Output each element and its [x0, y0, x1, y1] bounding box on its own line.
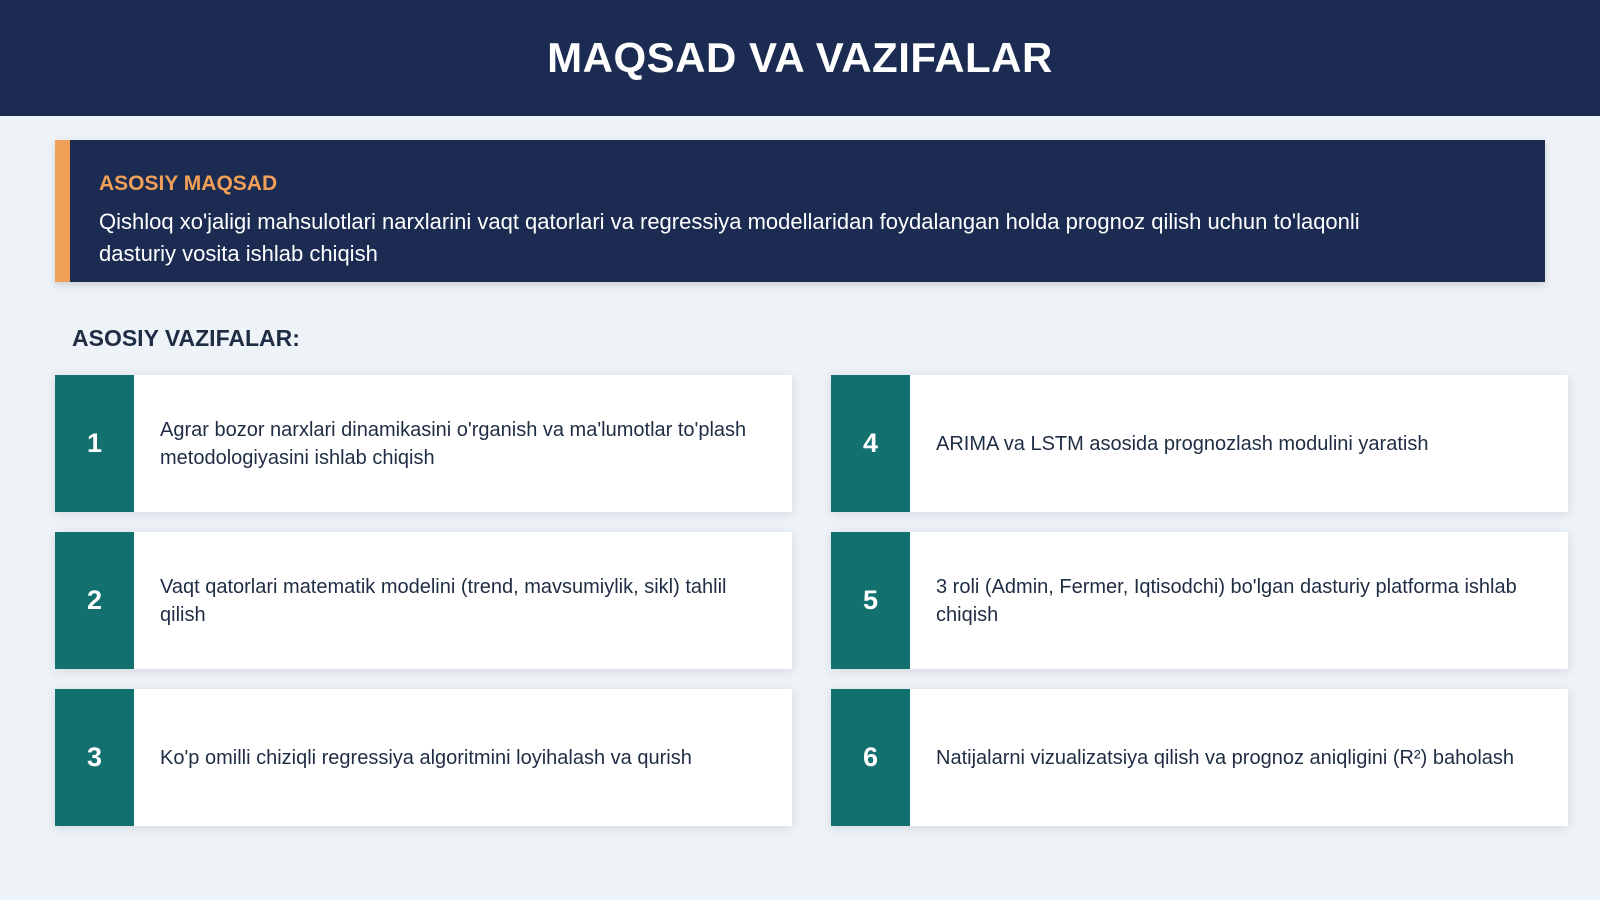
main-goal-text: Qishloq xo'jaligi mahsulotlari narxlarini vaqt qatorlari va regressiya modellaridan foydalangan holda prognoz qilish uchun to'laqonli dasturiy vosita ishlab chiqish — [99, 209, 1360, 266]
page-header — [0, 0, 1600, 116]
task-text: Ko'p omilli chiziqli regressiya algoritmini loyihalash va qurish — [160, 746, 692, 769]
task-card-4 — [831, 375, 1568, 512]
task-card-5 — [831, 532, 1568, 669]
task-card-6 — [831, 689, 1568, 826]
page-title: MAQSAD VA VAZIFALAR — [547, 34, 1053, 81]
task-text: Agrar bozor narxlari dinamikasini o'rganish va ma'lumotlar to'plash metodologiyasini ishlab chiqish — [160, 418, 747, 469]
tasks-heading: ASOSIY VAZIFALAR: — [72, 325, 300, 351]
task-number: 1 — [55, 375, 134, 512]
task-number: 3 — [55, 689, 134, 826]
task-number: 6 — [831, 689, 910, 826]
task-text: Natijalarni vizualizatsiya qilish va prognoz aniqligini (R²) baholash — [936, 746, 1515, 769]
task-text: ARIMA va LSTM asosida prognozlash modulini yaratish — [936, 432, 1429, 455]
task-card-3 — [55, 689, 792, 826]
task-card-2 — [55, 532, 792, 669]
task-number: 2 — [55, 532, 134, 669]
main-goal-box — [55, 140, 1545, 282]
task-text: 3 roli (Admin, Fermer, Iqtisodchi) bo'lgan dasturiy platforma ishlab chiqish — [936, 575, 1517, 626]
task-text: Vaqt qatorlari matematik modelini (trend, mavsumiylik, sikl) tahlil qilish — [160, 575, 727, 626]
task-card-1 — [55, 375, 792, 512]
task-number: 5 — [831, 532, 910, 669]
task-number: 4 — [831, 375, 910, 512]
main-goal-title: ASOSIY MAQSAD — [99, 172, 278, 195]
